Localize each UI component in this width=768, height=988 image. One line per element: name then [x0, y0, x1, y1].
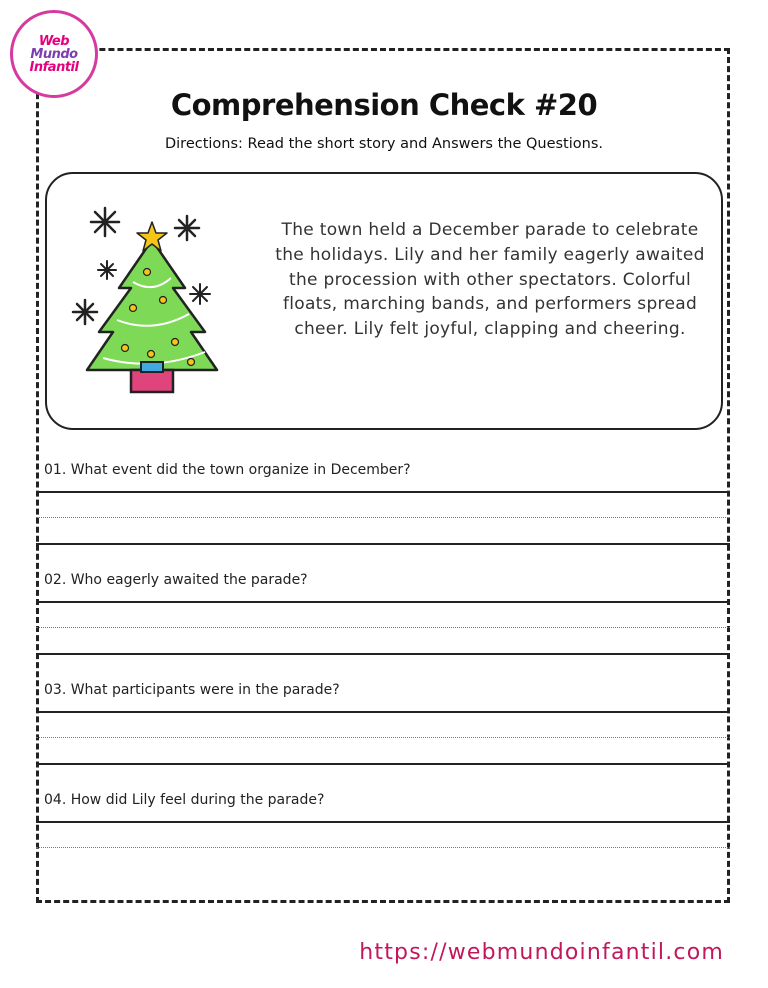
snowflake-icon [175, 216, 199, 240]
answer-line[interactable] [36, 601, 730, 603]
snowflake-icon [98, 261, 116, 279]
web-mundo-infantil-logo [10, 10, 98, 98]
story-text: The town held a December parade to celebrate the holidays. Lily and her family eagerly awaited the procession with other spectators. Colorful floats, marching bands, and performers spread cheer. Lily felt joyful, clapping and cheering. [275, 220, 705, 340]
question-3: 03. What participants were in the parade? [44, 682, 340, 698]
snowflake-icon [91, 208, 119, 236]
answer-guide-line [36, 847, 730, 848]
answer-guide-line [36, 517, 730, 518]
answer-guide-line [36, 737, 730, 738]
snowflake-icon [73, 300, 97, 324]
christmas-tree-illustration [67, 202, 227, 402]
page-title: Comprehension Check #20 [170, 88, 598, 122]
answer-line[interactable] [36, 763, 730, 765]
logo-line-1: Web [38, 33, 70, 49]
footer-url[interactable]: https://webmundoinfantil.com [359, 940, 724, 965]
logo-line-2: Mundo [30, 46, 78, 62]
logo-line-3: Infantil [29, 59, 79, 75]
answer-line[interactable] [36, 491, 730, 493]
answer-line[interactable] [36, 543, 730, 545]
directions-text: Directions: Read the short story and Answers the Questions. [164, 136, 604, 152]
answer-guide-line [36, 627, 730, 628]
question-2: 02. Who eagerly awaited the parade? [44, 572, 308, 588]
story-box [45, 172, 723, 430]
question-4: 04. How did Lily feel during the parade? [44, 792, 325, 808]
question-1: 01. What event did the town organize in December? [44, 462, 411, 478]
snowflake-icon [190, 284, 210, 304]
answer-line[interactable] [36, 711, 730, 713]
answer-line[interactable] [36, 653, 730, 655]
answer-line[interactable] [36, 821, 730, 823]
